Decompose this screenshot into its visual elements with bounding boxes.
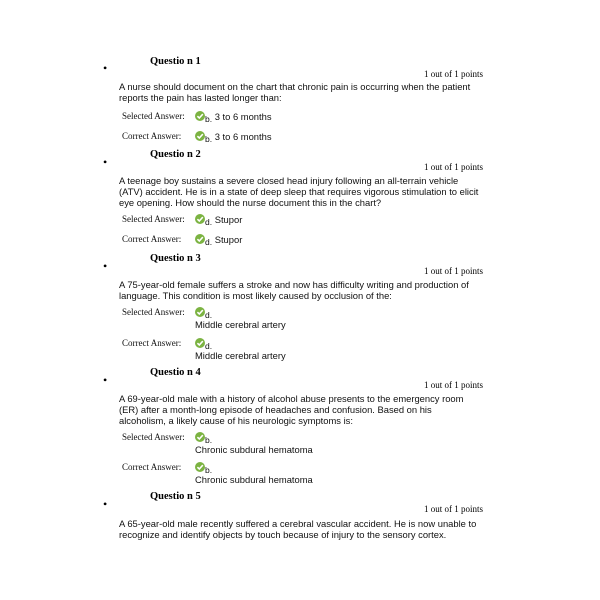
correct-answer-label: Correct Answer:	[122, 338, 182, 348]
check-circle-icon	[195, 111, 205, 121]
check-circle-icon	[195, 131, 205, 141]
correct-answer	[122, 338, 482, 362]
selected-answer-label: Selected Answer:	[122, 432, 185, 442]
answer-value: Middle cerebral artery	[195, 319, 286, 330]
points-score: 1 out of 1 points	[423, 162, 483, 172]
selected-answer	[122, 307, 482, 331]
check-circle-icon	[195, 234, 205, 244]
question-title: Questio n 2	[150, 149, 201, 160]
correct-answer-label: Correct Answer:	[122, 234, 182, 244]
answer-value: Chronic subdural hematoma	[195, 444, 313, 455]
answer-value: Middle cerebral artery	[195, 350, 286, 361]
answer-value: Chronic subdural hematoma	[195, 474, 313, 485]
selected-answer-value-wrap	[195, 432, 212, 443]
bullet: •	[103, 61, 108, 75]
question-title: Questio n 1	[150, 56, 201, 67]
question-title: Questio n 5	[150, 491, 201, 502]
correct-answer-label: Correct Answer:	[122, 462, 182, 472]
check-circle-icon	[195, 432, 205, 442]
points-score: 1 out of 1 points	[423, 504, 483, 514]
question-text: A 69-year-old male with a history of alcohol abuse presents to the emergency room (ER) after a month-long episode of headaches and confusion. Based on his alcoholism, a likely cause of his neurologic symptoms is:	[119, 393, 464, 426]
answer-letter: d.	[205, 341, 213, 351]
bullet: •	[103, 373, 108, 387]
selected-answer-label: Selected Answer:	[122, 307, 185, 317]
check-circle-icon	[195, 338, 205, 348]
answer-letter: d.	[205, 217, 213, 227]
correct-answer	[122, 462, 482, 486]
answer-letter: b.	[205, 134, 213, 144]
points-score: 1 out of 1 points	[423, 69, 483, 79]
correct-answer-value-wrap	[195, 338, 212, 349]
correct-answer-value-wrap	[195, 131, 272, 142]
answer-value: Stupor	[212, 214, 243, 225]
answer-letter: b.	[205, 435, 213, 445]
answer-letter: b.	[205, 465, 213, 475]
correct-answer-value-wrap	[195, 234, 242, 245]
answer-letter: b.	[205, 114, 213, 124]
question-title: Questio n 4	[150, 367, 201, 378]
points-score: 1 out of 1 points	[423, 380, 483, 390]
answer-value: 3 to 6 months	[212, 131, 272, 142]
answer-letter: d.	[205, 310, 213, 320]
check-circle-icon	[195, 307, 205, 317]
check-circle-icon	[195, 462, 205, 472]
question-text: A 65-year-old male recently suffered a cerebral vascular accident. He is now unable to recognize and identify objects by touch because of injury to the sensory cortex.	[119, 518, 477, 540]
selected-answer-value-wrap	[195, 214, 242, 225]
question-text: A nurse should document on the chart that chronic pain is occurring when the patient reports the pain has lasted longer than:	[119, 81, 471, 103]
selected-answer-value-wrap	[195, 111, 272, 122]
correct-answer-label: Correct Answer:	[122, 131, 182, 141]
selected-answer-label: Selected Answer:	[122, 111, 185, 121]
answer-letter: d.	[205, 237, 213, 247]
bullet: •	[103, 259, 108, 273]
selected-answer-label: Selected Answer:	[122, 214, 185, 224]
answer-value: 3 to 6 months	[212, 111, 272, 122]
question-title: Questio n 3	[150, 253, 201, 264]
question-text: A 75-year-old female suffers a stroke and now has difficulty writing and production of language. This condition is most likely caused by occlusion of the:	[119, 279, 469, 301]
answer-value: Stupor	[212, 234, 243, 245]
question-text: A teenage boy sustains a severe closed head injury following an all-terrain vehicle (ATV) accident. He is in a state of deep sleep that requires vigorous stimulation to elicit eye opening. How should the nurse document this in the chart?	[119, 175, 479, 208]
selected-answer	[122, 432, 482, 456]
bullet: •	[103, 497, 108, 511]
points-score: 1 out of 1 points	[423, 266, 483, 276]
bullet: •	[103, 155, 108, 169]
selected-answer-value-wrap	[195, 307, 212, 318]
correct-answer-value-wrap	[195, 462, 212, 473]
check-circle-icon	[195, 214, 205, 224]
